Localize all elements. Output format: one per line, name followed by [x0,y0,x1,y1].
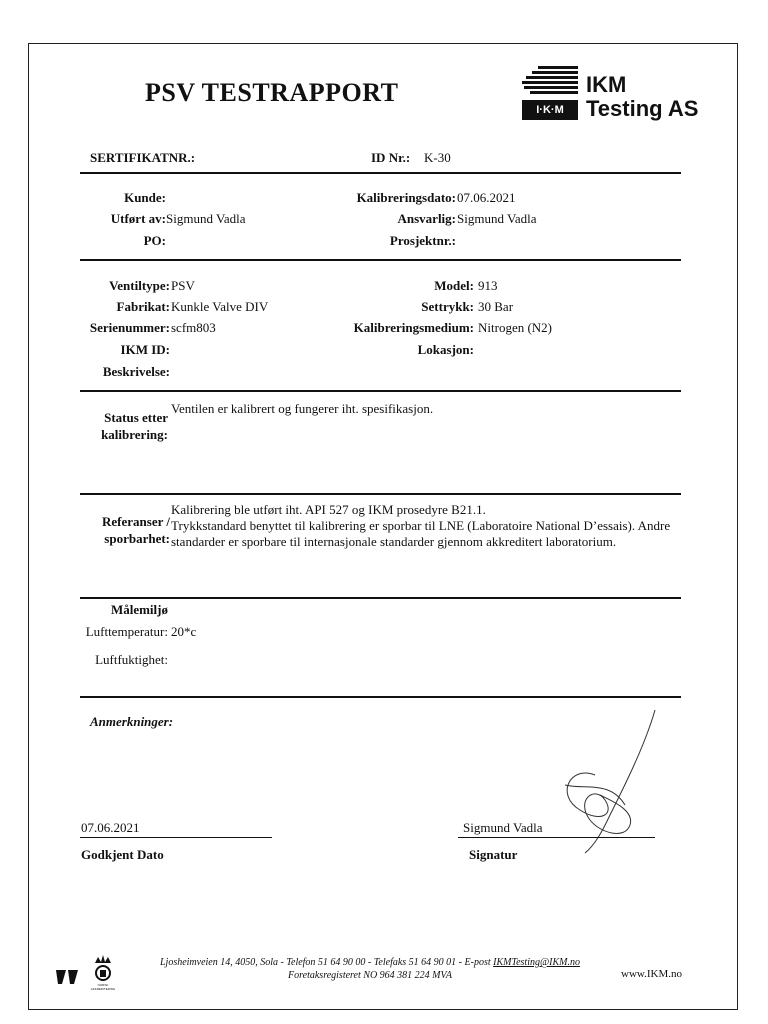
divider [80,259,681,261]
settrykk-value: 30 Bar [478,299,514,314]
kal-dato-value: 07.06.2021 [457,190,516,205]
fabrikat-label: Fabrikat: [116,299,170,314]
beskrivelse-label: Beskrivelse: [102,364,170,379]
signature-line [458,837,655,838]
idnr-label: ID Nr.: [371,150,411,165]
accreditation-text: NORSK AKKREDITERING [90,983,116,991]
signature-label: Signatur [469,847,518,862]
lokasjon-label: Lokasjon: [417,342,474,357]
divider [80,696,681,698]
references-text [171,502,681,550]
ventiltype-value: PSV [171,278,195,293]
kal-dato-label: Kalibreringsdato: [356,190,456,205]
crown-icon [91,953,115,983]
ventiltype-label: Ventiltype: [109,278,170,293]
logo-badge: I·K·M [522,100,578,120]
medium-label: Kalibreringsmedium: [353,320,474,335]
fabrikat-value: Kunkle Valve DIV [171,299,269,314]
logo-name-line2: Testing AS [586,96,699,121]
prosjekt-label: Prosjektnr.: [389,233,456,248]
references-label-line2: sporbarhet: [104,531,170,546]
ansvarlig-label: Ansvarlig: [397,211,456,226]
status-text: Ventilen er kalibrert og fungerer iht. spesifikasjon. [171,401,434,416]
settrykk-label: Settrykk: [421,299,474,314]
environment-heading: Målemiljø [110,602,168,617]
remarks-label: Anmerkninger: [90,714,174,729]
temp-value: 20*c [171,624,197,639]
approval-date-label: Godkjent Dato [81,847,164,862]
references-line: standarder er sporbare til internasjonale standarder gjennom akkreditert laboratorium. [171,534,617,549]
references-line: Trykkstandard benyttet til kalibrering er sporbar til LNE (Laboratoire National D’essais). Andre [171,518,671,533]
serienummer-value: scfm803 [171,320,216,335]
crown-seal [88,953,118,993]
utfort-label: Utført av: [110,211,166,226]
logo-name-line1: IKM [586,72,627,97]
model-label: Model: [434,278,474,293]
divider [80,493,681,495]
signer-name: Sigmund Vadla [463,820,543,835]
medium-value: Nitrogen (N2) [478,320,553,335]
sertifikatnr-label: SERTIFIKATNR.: [90,150,196,165]
approval-date-value: 07.06.2021 [81,820,140,835]
divider [80,597,681,599]
status-label-line2: kalibrering: [101,427,168,442]
logo-stripes-icon [522,66,580,96]
humidity-label: Luftfuktighet: [95,652,168,667]
ikm-logo [522,66,702,126]
divider [80,172,681,174]
footer-org: Foretaksregisteret NO 964 381 224 MVA [288,970,452,981]
status-label-line1: Status etter [104,410,168,425]
footer-address-text: Ljosheimveien 14, 4050, Sola - Telefon 51 64 90 00 - Telefaks 51 64 90 01 - E-post [159,957,491,968]
model-value: 913 [478,278,498,293]
serienummer-label: Serienummer: [89,320,170,335]
references-label [80,513,170,547]
ansvarlig-value: Sigmund Vadla [457,211,537,226]
temp-label: Lufttemperatur: [85,624,168,639]
date-line [80,837,272,838]
status-label [80,409,168,443]
divider [80,390,681,392]
ikmid-label: IKM ID: [120,342,170,357]
kunde-label: Kunde: [124,190,166,205]
references-label-line1: Referanser / [102,514,170,529]
footer-address [130,957,610,968]
idnr-value: K-30 [424,150,451,165]
references-line: Kalibrering ble utført iht. API 527 og IKM prosedyre B21.1. [171,502,486,517]
footer-email-link[interactable]: IKMTesting@IKM.no [493,957,580,968]
accreditation-mark-icon [52,966,82,988]
page-title: PSV TESTRAPPORT [145,78,399,107]
handwritten-signature [555,705,675,855]
utfort-value: Sigmund Vadla [166,211,246,226]
po-label: PO: [143,233,166,248]
footer-website[interactable]: www.IKM.no [621,968,683,980]
